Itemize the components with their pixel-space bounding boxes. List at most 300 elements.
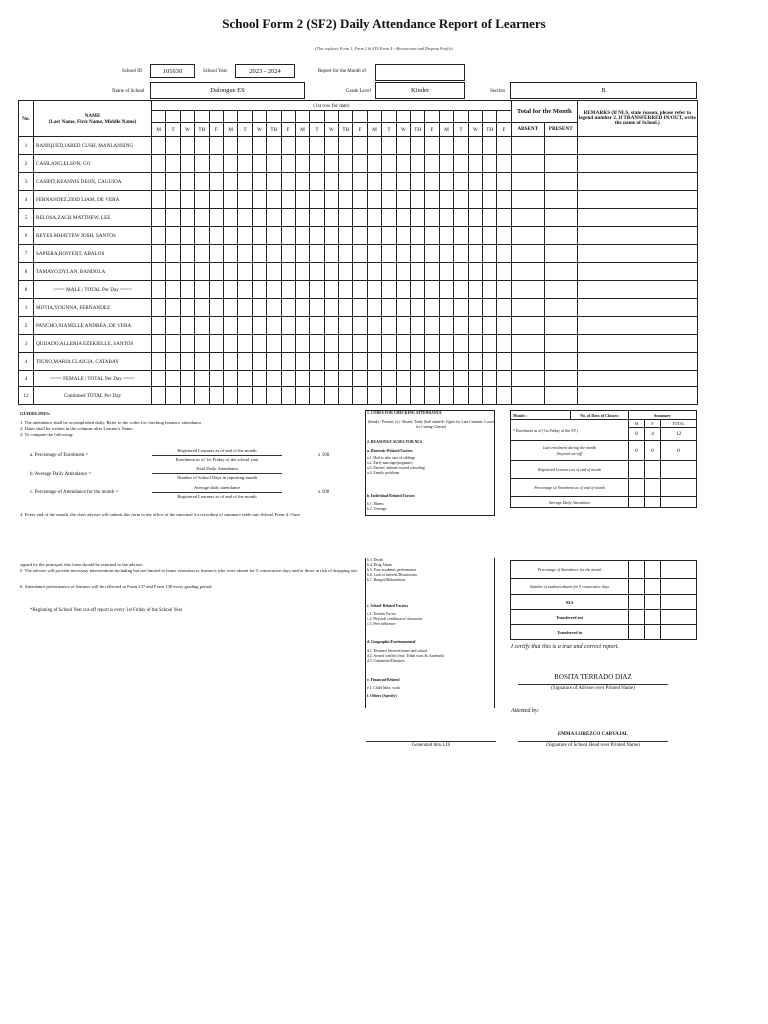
date-cell[interactable]	[281, 111, 295, 123]
attendance-cell[interactable]	[339, 245, 353, 263]
attendance-cell[interactable]	[152, 137, 166, 155]
attendance-cell[interactable]	[267, 155, 281, 173]
attendance-cell[interactable]	[454, 227, 468, 245]
attendance-cell[interactable]	[252, 173, 266, 191]
attendance-cell[interactable]	[166, 245, 180, 263]
attendance-cell[interactable]	[152, 263, 166, 281]
attendance-cell[interactable]	[252, 155, 266, 173]
attendance-cell[interactable]	[195, 353, 209, 371]
attendance-cell[interactable]	[454, 263, 468, 281]
attendance-cell[interactable]	[577, 263, 697, 281]
attendance-cell[interactable]	[209, 173, 223, 191]
attendance-cell[interactable]	[195, 155, 209, 173]
attendance-cell[interactable]	[367, 173, 381, 191]
attendance-cell[interactable]	[166, 299, 180, 317]
attendance-cell[interactable]	[281, 245, 295, 263]
attendance-cell[interactable]	[281, 227, 295, 245]
date-cell[interactable]	[195, 111, 209, 123]
attendance-cell[interactable]	[252, 353, 266, 371]
attendance-cell[interactable]	[324, 191, 338, 209]
attendance-cell[interactable]	[310, 317, 324, 335]
attendance-cell[interactable]	[396, 335, 410, 353]
attendance-cell[interactable]	[339, 353, 353, 371]
attendance-cell[interactable]	[281, 155, 295, 173]
attendance-cell[interactable]	[439, 173, 453, 191]
date-cell[interactable]	[223, 111, 237, 123]
attendance-cell[interactable]	[166, 137, 180, 155]
date-cell[interactable]	[252, 111, 266, 123]
attendance-cell[interactable]	[367, 263, 381, 281]
attendance-cell[interactable]	[353, 245, 367, 263]
attendance-cell[interactable]	[353, 173, 367, 191]
attendance-cell[interactable]	[252, 335, 266, 353]
attendance-cell[interactable]	[152, 299, 166, 317]
attendance-cell[interactable]	[353, 335, 367, 353]
attendance-cell[interactable]	[238, 263, 252, 281]
attendance-cell[interactable]	[577, 317, 697, 335]
attendance-cell[interactable]	[195, 209, 209, 227]
attendance-cell[interactable]	[396, 173, 410, 191]
attendance-cell[interactable]	[468, 209, 482, 227]
attendance-cell[interactable]	[454, 191, 468, 209]
attendance-cell[interactable]	[166, 227, 180, 245]
attendance-cell[interactable]	[209, 137, 223, 155]
attendance-cell[interactable]	[339, 263, 353, 281]
attendance-cell[interactable]	[425, 299, 439, 317]
attendance-cell[interactable]	[468, 263, 482, 281]
attendance-cell[interactable]	[411, 191, 425, 209]
attendance-cell[interactable]	[425, 335, 439, 353]
attendance-cell[interactable]	[468, 155, 482, 173]
attendance-cell[interactable]	[238, 191, 252, 209]
date-cell[interactable]	[295, 111, 309, 123]
attendance-cell[interactable]	[180, 335, 194, 353]
attendance-cell[interactable]	[396, 209, 410, 227]
attendance-cell[interactable]	[367, 155, 381, 173]
date-cell[interactable]	[367, 111, 381, 123]
attendance-cell[interactable]	[511, 245, 544, 263]
attendance-cell[interactable]	[454, 353, 468, 371]
attendance-cell[interactable]	[497, 173, 511, 191]
attendance-cell[interactable]	[544, 335, 577, 353]
attendance-cell[interactable]	[295, 173, 309, 191]
date-cell[interactable]	[339, 111, 353, 123]
attendance-cell[interactable]	[223, 137, 237, 155]
attendance-cell[interactable]	[468, 227, 482, 245]
attendance-cell[interactable]	[209, 353, 223, 371]
attendance-cell[interactable]	[439, 209, 453, 227]
attendance-cell[interactable]	[511, 137, 544, 155]
attendance-cell[interactable]	[180, 137, 194, 155]
attendance-cell[interactable]	[439, 353, 453, 371]
attendance-cell[interactable]	[180, 209, 194, 227]
date-cell[interactable]	[310, 111, 324, 123]
attendance-cell[interactable]	[367, 353, 381, 371]
attendance-cell[interactable]	[267, 335, 281, 353]
attendance-cell[interactable]	[382, 335, 396, 353]
attendance-cell[interactable]	[223, 173, 237, 191]
attendance-cell[interactable]	[339, 227, 353, 245]
attendance-cell[interactable]	[425, 317, 439, 335]
attendance-cell[interactable]	[468, 191, 482, 209]
attendance-cell[interactable]	[577, 155, 697, 173]
attendance-cell[interactable]	[180, 263, 194, 281]
attendance-cell[interactable]	[367, 191, 381, 209]
attendance-cell[interactable]	[411, 209, 425, 227]
attendance-cell[interactable]	[295, 335, 309, 353]
attendance-cell[interactable]	[497, 209, 511, 227]
attendance-cell[interactable]	[223, 335, 237, 353]
date-cell[interactable]	[238, 111, 252, 123]
attendance-cell[interactable]	[353, 263, 367, 281]
attendance-cell[interactable]	[396, 299, 410, 317]
attendance-cell[interactable]	[267, 245, 281, 263]
attendance-cell[interactable]	[454, 155, 468, 173]
attendance-cell[interactable]	[281, 209, 295, 227]
attendance-cell[interactable]	[411, 335, 425, 353]
attendance-cell[interactable]	[544, 353, 577, 371]
attendance-cell[interactable]	[497, 353, 511, 371]
attendance-cell[interactable]	[497, 335, 511, 353]
attendance-cell[interactable]	[544, 137, 577, 155]
attendance-cell[interactable]	[382, 245, 396, 263]
attendance-cell[interactable]	[324, 263, 338, 281]
attendance-cell[interactable]	[425, 209, 439, 227]
attendance-cell[interactable]	[411, 227, 425, 245]
attendance-cell[interactable]	[367, 317, 381, 335]
attendance-cell[interactable]	[468, 173, 482, 191]
attendance-cell[interactable]	[577, 137, 697, 155]
attendance-cell[interactable]	[511, 317, 544, 335]
attendance-cell[interactable]	[310, 299, 324, 317]
attendance-cell[interactable]	[209, 245, 223, 263]
attendance-cell[interactable]	[324, 227, 338, 245]
attendance-cell[interactable]	[223, 317, 237, 335]
attendance-cell[interactable]	[238, 335, 252, 353]
attendance-cell[interactable]	[396, 137, 410, 155]
attendance-cell[interactable]	[411, 173, 425, 191]
attendance-cell[interactable]	[439, 263, 453, 281]
attendance-cell[interactable]	[281, 353, 295, 371]
date-cell[interactable]	[267, 111, 281, 123]
attendance-cell[interactable]	[324, 209, 338, 227]
attendance-cell[interactable]	[238, 353, 252, 371]
attendance-cell[interactable]	[482, 227, 496, 245]
date-cell[interactable]	[482, 111, 496, 123]
attendance-cell[interactable]	[497, 263, 511, 281]
attendance-cell[interactable]	[180, 317, 194, 335]
attendance-cell[interactable]	[209, 155, 223, 173]
attendance-cell[interactable]	[544, 209, 577, 227]
date-cell[interactable]	[468, 111, 482, 123]
attendance-cell[interactable]	[468, 317, 482, 335]
attendance-cell[interactable]	[324, 137, 338, 155]
attendance-cell[interactable]	[252, 227, 266, 245]
attendance-cell[interactable]	[223, 227, 237, 245]
attendance-cell[interactable]	[238, 245, 252, 263]
attendance-cell[interactable]	[511, 209, 544, 227]
attendance-cell[interactable]	[238, 173, 252, 191]
attendance-cell[interactable]	[209, 317, 223, 335]
attendance-cell[interactable]	[252, 299, 266, 317]
attendance-cell[interactable]	[382, 191, 396, 209]
attendance-cell[interactable]	[367, 227, 381, 245]
date-cell[interactable]	[439, 111, 453, 123]
attendance-cell[interactable]	[209, 191, 223, 209]
attendance-cell[interactable]	[195, 173, 209, 191]
attendance-cell[interactable]	[382, 209, 396, 227]
attendance-cell[interactable]	[295, 299, 309, 317]
attendance-cell[interactable]	[454, 173, 468, 191]
attendance-cell[interactable]	[223, 353, 237, 371]
attendance-cell[interactable]	[209, 263, 223, 281]
attendance-cell[interactable]	[324, 317, 338, 335]
attendance-cell[interactable]	[310, 155, 324, 173]
attendance-cell[interactable]	[468, 353, 482, 371]
attendance-cell[interactable]	[511, 335, 544, 353]
attendance-cell[interactable]	[367, 137, 381, 155]
attendance-cell[interactable]	[295, 209, 309, 227]
attendance-cell[interactable]	[497, 227, 511, 245]
attendance-cell[interactable]	[152, 191, 166, 209]
attendance-cell[interactable]	[577, 209, 697, 227]
attendance-cell[interactable]	[180, 155, 194, 173]
attendance-cell[interactable]	[267, 137, 281, 155]
attendance-cell[interactable]	[454, 209, 468, 227]
school-year-field[interactable]: 2023 - 2024	[235, 64, 295, 78]
attendance-cell[interactable]	[195, 263, 209, 281]
attendance-cell[interactable]	[367, 245, 381, 263]
attendance-cell[interactable]	[353, 191, 367, 209]
attendance-cell[interactable]	[544, 263, 577, 281]
attendance-cell[interactable]	[295, 155, 309, 173]
attendance-cell[interactable]	[367, 299, 381, 317]
attendance-cell[interactable]	[339, 173, 353, 191]
attendance-cell[interactable]	[310, 227, 324, 245]
attendance-cell[interactable]	[425, 173, 439, 191]
attendance-cell[interactable]	[544, 299, 577, 317]
attendance-cell[interactable]	[310, 209, 324, 227]
attendance-cell[interactable]	[281, 191, 295, 209]
attendance-cell[interactable]	[482, 137, 496, 155]
attendance-cell[interactable]	[411, 245, 425, 263]
attendance-cell[interactable]	[267, 317, 281, 335]
attendance-cell[interactable]	[310, 353, 324, 371]
attendance-cell[interactable]	[166, 209, 180, 227]
attendance-cell[interactable]	[468, 335, 482, 353]
attendance-cell[interactable]	[454, 137, 468, 155]
attendance-cell[interactable]	[238, 209, 252, 227]
attendance-cell[interactable]	[252, 191, 266, 209]
attendance-cell[interactable]	[353, 299, 367, 317]
attendance-cell[interactable]	[209, 299, 223, 317]
attendance-cell[interactable]	[353, 317, 367, 335]
attendance-cell[interactable]	[339, 155, 353, 173]
date-cell[interactable]	[324, 111, 338, 123]
attendance-cell[interactable]	[267, 227, 281, 245]
attendance-cell[interactable]	[367, 335, 381, 353]
attendance-cell[interactable]	[295, 191, 309, 209]
attendance-cell[interactable]	[324, 299, 338, 317]
attendance-cell[interactable]	[544, 245, 577, 263]
date-cell[interactable]	[396, 111, 410, 123]
attendance-cell[interactable]	[295, 353, 309, 371]
date-cell[interactable]	[454, 111, 468, 123]
attendance-cell[interactable]	[497, 299, 511, 317]
attendance-cell[interactable]	[382, 299, 396, 317]
attendance-cell[interactable]	[324, 353, 338, 371]
attendance-cell[interactable]	[454, 299, 468, 317]
date-cell[interactable]	[411, 111, 425, 123]
attendance-cell[interactable]	[195, 227, 209, 245]
attendance-cell[interactable]	[152, 335, 166, 353]
attendance-cell[interactable]	[195, 299, 209, 317]
attendance-cell[interactable]	[166, 335, 180, 353]
attendance-cell[interactable]	[497, 317, 511, 335]
attendance-cell[interactable]	[267, 209, 281, 227]
attendance-cell[interactable]	[180, 299, 194, 317]
attendance-cell[interactable]	[353, 155, 367, 173]
attendance-cell[interactable]	[439, 245, 453, 263]
grade-level-field[interactable]: Kinder	[375, 82, 465, 99]
attendance-cell[interactable]	[281, 263, 295, 281]
attendance-cell[interactable]	[396, 245, 410, 263]
attendance-cell[interactable]	[511, 191, 544, 209]
attendance-cell[interactable]	[281, 335, 295, 353]
attendance-cell[interactable]	[468, 245, 482, 263]
attendance-cell[interactable]	[511, 227, 544, 245]
attendance-cell[interactable]	[295, 317, 309, 335]
attendance-cell[interactable]	[324, 155, 338, 173]
attendance-cell[interactable]	[482, 173, 496, 191]
attendance-cell[interactable]	[310, 335, 324, 353]
attendance-cell[interactable]	[310, 245, 324, 263]
attendance-cell[interactable]	[511, 173, 544, 191]
attendance-cell[interactable]	[367, 209, 381, 227]
date-cell[interactable]	[166, 111, 180, 123]
attendance-cell[interactable]	[511, 353, 544, 371]
date-cell[interactable]	[152, 111, 166, 123]
attendance-cell[interactable]	[396, 191, 410, 209]
attendance-cell[interactable]	[223, 155, 237, 173]
attendance-cell[interactable]	[382, 155, 396, 173]
attendance-cell[interactable]	[295, 263, 309, 281]
attendance-cell[interactable]	[238, 227, 252, 245]
attendance-cell[interactable]	[152, 209, 166, 227]
attendance-cell[interactable]	[195, 317, 209, 335]
attendance-cell[interactable]	[310, 263, 324, 281]
attendance-cell[interactable]	[152, 353, 166, 371]
attendance-cell[interactable]	[482, 209, 496, 227]
attendance-cell[interactable]	[468, 299, 482, 317]
attendance-cell[interactable]	[439, 137, 453, 155]
attendance-cell[interactable]	[267, 263, 281, 281]
attendance-cell[interactable]	[482, 155, 496, 173]
date-cell[interactable]	[353, 111, 367, 123]
attendance-cell[interactable]	[295, 137, 309, 155]
attendance-cell[interactable]	[180, 227, 194, 245]
attendance-cell[interactable]	[310, 191, 324, 209]
school-name-field[interactable]: Dalongue ES	[150, 82, 305, 99]
attendance-cell[interactable]	[339, 191, 353, 209]
attendance-cell[interactable]	[295, 227, 309, 245]
attendance-cell[interactable]	[339, 137, 353, 155]
attendance-cell[interactable]	[223, 245, 237, 263]
attendance-cell[interactable]	[511, 299, 544, 317]
section-field[interactable]: B	[510, 82, 697, 99]
attendance-cell[interactable]	[238, 299, 252, 317]
attendance-cell[interactable]	[180, 191, 194, 209]
attendance-cell[interactable]	[353, 227, 367, 245]
attendance-cell[interactable]	[468, 137, 482, 155]
attendance-cell[interactable]	[382, 137, 396, 155]
attendance-cell[interactable]	[180, 353, 194, 371]
date-cell[interactable]	[425, 111, 439, 123]
attendance-cell[interactable]	[339, 299, 353, 317]
attendance-cell[interactable]	[209, 209, 223, 227]
attendance-cell[interactable]	[454, 335, 468, 353]
report-month-field[interactable]	[375, 64, 465, 81]
attendance-cell[interactable]	[324, 173, 338, 191]
attendance-cell[interactable]	[166, 155, 180, 173]
attendance-cell[interactable]	[252, 263, 266, 281]
attendance-cell[interactable]	[411, 317, 425, 335]
attendance-cell[interactable]	[411, 299, 425, 317]
attendance-cell[interactable]	[439, 299, 453, 317]
attendance-cell[interactable]	[166, 353, 180, 371]
attendance-cell[interactable]	[382, 173, 396, 191]
attendance-cell[interactable]	[152, 173, 166, 191]
school-id-field[interactable]: 101630	[150, 64, 195, 78]
date-cell[interactable]	[209, 111, 223, 123]
attendance-cell[interactable]	[209, 335, 223, 353]
attendance-cell[interactable]	[152, 245, 166, 263]
attendance-cell[interactable]	[267, 353, 281, 371]
attendance-cell[interactable]	[425, 353, 439, 371]
attendance-cell[interactable]	[577, 173, 697, 191]
attendance-cell[interactable]	[425, 137, 439, 155]
attendance-cell[interactable]	[324, 245, 338, 263]
attendance-cell[interactable]	[195, 191, 209, 209]
attendance-cell[interactable]	[396, 227, 410, 245]
attendance-cell[interactable]	[497, 191, 511, 209]
attendance-cell[interactable]	[310, 137, 324, 155]
attendance-cell[interactable]	[497, 245, 511, 263]
attendance-cell[interactable]	[267, 299, 281, 317]
attendance-cell[interactable]	[482, 335, 496, 353]
attendance-cell[interactable]	[252, 245, 266, 263]
attendance-cell[interactable]	[396, 353, 410, 371]
attendance-cell[interactable]	[544, 227, 577, 245]
attendance-cell[interactable]	[281, 299, 295, 317]
attendance-cell[interactable]	[295, 245, 309, 263]
attendance-cell[interactable]	[577, 245, 697, 263]
attendance-cell[interactable]	[511, 263, 544, 281]
attendance-cell[interactable]	[439, 317, 453, 335]
attendance-cell[interactable]	[577, 227, 697, 245]
attendance-cell[interactable]	[152, 317, 166, 335]
attendance-cell[interactable]	[382, 263, 396, 281]
attendance-cell[interactable]	[425, 191, 439, 209]
attendance-cell[interactable]	[267, 191, 281, 209]
attendance-cell[interactable]	[497, 137, 511, 155]
attendance-cell[interactable]	[252, 137, 266, 155]
attendance-cell[interactable]	[281, 317, 295, 335]
attendance-cell[interactable]	[180, 245, 194, 263]
attendance-cell[interactable]	[396, 155, 410, 173]
attendance-cell[interactable]	[577, 299, 697, 317]
attendance-cell[interactable]	[425, 155, 439, 173]
